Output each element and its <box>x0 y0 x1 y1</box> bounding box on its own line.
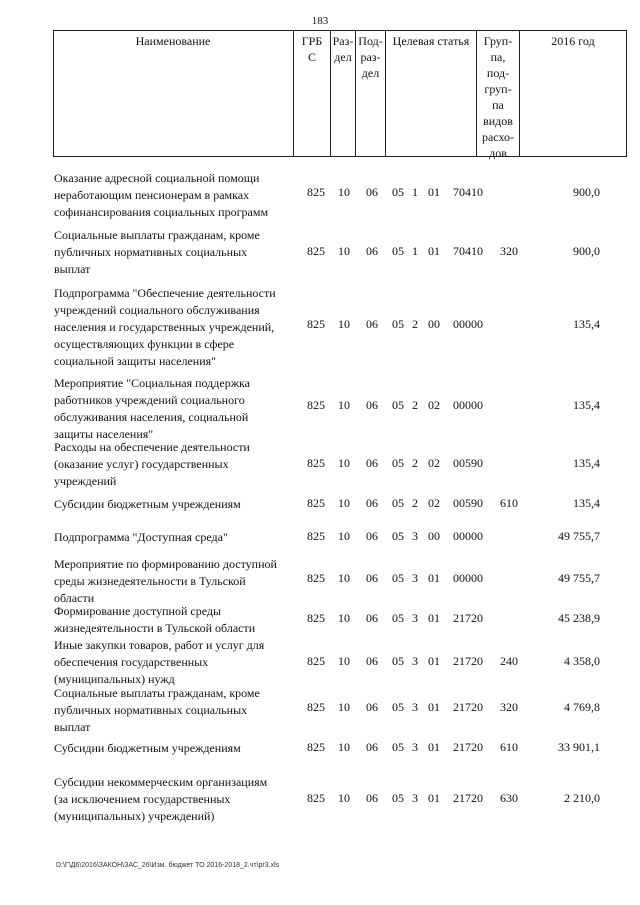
cell-cs-subprogram: 3 <box>412 654 418 668</box>
cell-cs-event: 01 <box>428 185 440 199</box>
row-name <box>54 637 302 688</box>
cell-grbs: 825 <box>307 791 325 805</box>
cell-amount: 135,4 <box>573 456 600 470</box>
cell-razdel: 10 <box>338 529 350 543</box>
cell-grbs: 825 <box>307 654 325 668</box>
row-name <box>54 603 302 637</box>
table-row <box>0 375 640 445</box>
row-name-line: (оказание услуг) государственных <box>54 457 229 471</box>
row-name <box>54 740 302 757</box>
header-bottom-line <box>53 156 627 157</box>
row-name-line: (за исключением государственных <box>54 792 231 806</box>
cell-grbs: 825 <box>307 317 325 331</box>
row-name-line: Социальные выплаты гражданам, кроме <box>54 686 260 700</box>
table-row <box>0 285 640 371</box>
cell-cs-program: 05 <box>392 654 404 668</box>
cell-amount: 33 901,1 <box>558 740 600 754</box>
cell-grbs: 825 <box>307 700 325 714</box>
cell-amount: 135,4 <box>573 398 600 412</box>
header-vid-line: Груп- <box>483 34 513 48</box>
row-name-line: Подпрограмма "Обеспечение деятельности <box>54 286 276 300</box>
cell-razdel: 10 <box>338 456 350 470</box>
cell-grbs: 825 <box>307 529 325 543</box>
table-row <box>0 685 640 737</box>
cell-cs-event: 01 <box>428 654 440 668</box>
cell-vid-rashodov: 630 <box>500 791 518 805</box>
row-name-line: социальной защиты населения" <box>54 354 217 368</box>
header-grbs <box>294 33 330 65</box>
cell-cs-subprogram: 1 <box>412 185 418 199</box>
cell-razdel: 10 <box>338 496 350 510</box>
cell-podrazdel: 06 <box>366 185 378 199</box>
cell-vid-rashodov: 240 <box>500 654 518 668</box>
cell-podrazdel: 06 <box>366 611 378 625</box>
row-name-line: осуществляющих функции в сфере <box>54 337 235 351</box>
row-name-line: обеспечения государственных <box>54 655 209 669</box>
header-podrazdel <box>356 33 385 81</box>
header-top-line <box>53 30 627 31</box>
cell-grbs: 825 <box>307 571 325 585</box>
cell-cs-direction: 21720 <box>453 611 483 625</box>
cell-razdel: 10 <box>338 317 350 331</box>
cell-cs-subprogram: 1 <box>412 244 418 258</box>
cell-razdel: 10 <box>338 185 350 199</box>
header-name: Наименование <box>135 34 211 48</box>
header-vid-line: па, <box>490 50 506 64</box>
row-name-line: Формирование доступной среды <box>54 604 222 618</box>
row-name-line: работников учреждений социального <box>54 393 245 407</box>
table-row <box>0 529 640 549</box>
row-name-line: Иные закупки товаров, работ и услуг для <box>54 638 265 652</box>
cell-cs-event: 00 <box>428 317 440 331</box>
row-name <box>54 685 302 736</box>
cell-podrazdel: 06 <box>366 791 378 805</box>
cell-grbs: 825 <box>307 740 325 754</box>
header-vid-line: расхо- <box>481 130 515 144</box>
table-header <box>53 30 627 160</box>
row-name-line: выплат <box>54 720 91 734</box>
cell-amount: 2 210,0 <box>564 791 600 805</box>
cell-vid-rashodov: 320 <box>500 244 518 258</box>
cell-amount: 4 769,8 <box>564 700 600 714</box>
cell-podrazdel: 06 <box>366 398 378 412</box>
cell-amount: 900,0 <box>573 185 600 199</box>
page-number: 183 <box>311 15 329 27</box>
header-vid-line: па <box>492 98 504 112</box>
cell-cs-event: 02 <box>428 456 440 470</box>
row-name <box>54 529 302 546</box>
cell-razdel: 10 <box>338 611 350 625</box>
header-podrazdel-line: дел <box>361 66 380 80</box>
cell-grbs: 825 <box>307 456 325 470</box>
cell-cs-direction: 21720 <box>453 740 483 754</box>
cell-grbs: 825 <box>307 185 325 199</box>
cell-grbs: 825 <box>307 496 325 510</box>
cell-amount: 900,0 <box>573 244 600 258</box>
cell-cs-direction: 00000 <box>453 529 483 543</box>
header-year: 2016 год <box>551 34 595 48</box>
cell-cs-event: 01 <box>428 740 440 754</box>
header-vid-line: под- <box>486 66 510 80</box>
row-name-line: защиты населения" <box>54 427 154 441</box>
row-name-line: (муниципальных) нужд <box>54 672 175 686</box>
table-row <box>0 496 640 516</box>
row-name-line: выплат <box>54 262 91 276</box>
cell-podrazdel: 06 <box>366 571 378 585</box>
cell-cs-program: 05 <box>392 700 404 714</box>
row-name-line: Субсидии некоммерческим организациям <box>54 775 268 789</box>
cell-cs-direction: 21720 <box>453 700 483 714</box>
cell-cs-event: 01 <box>428 244 440 258</box>
header-divider <box>626 30 627 157</box>
header-grbs-line: ГРБ <box>301 34 323 48</box>
cell-podrazdel: 06 <box>366 317 378 331</box>
row-name <box>54 285 302 370</box>
cell-vid-rashodov: 610 <box>500 496 518 510</box>
cell-podrazdel: 06 <box>366 496 378 510</box>
cell-cs-direction: 70410 <box>453 244 483 258</box>
row-name <box>54 439 302 490</box>
row-name-line: Расходы на обеспечение деятельности <box>54 440 250 454</box>
header-podrazdel-line: Под- <box>358 34 383 48</box>
header-vid-line: груп- <box>484 82 512 96</box>
cell-grbs: 825 <box>307 244 325 258</box>
cell-cs-program: 05 <box>392 244 404 258</box>
cell-podrazdel: 06 <box>366 700 378 714</box>
cell-cs-direction: 00590 <box>453 456 483 470</box>
table-row <box>0 227 640 279</box>
cell-cs-direction: 00590 <box>453 496 483 510</box>
cell-amount: 4 358,0 <box>564 654 600 668</box>
cell-razdel: 10 <box>338 700 350 714</box>
cell-podrazdel: 06 <box>366 654 378 668</box>
header-celevaya: Целевая статья <box>392 34 470 48</box>
cell-cs-direction: 00000 <box>453 398 483 412</box>
cell-cs-program: 05 <box>392 740 404 754</box>
header-vid-line: видов <box>483 114 513 128</box>
cell-podrazdel: 06 <box>366 244 378 258</box>
cell-cs-event: 01 <box>428 700 440 714</box>
cell-cs-direction: 70410 <box>453 185 483 199</box>
cell-cs-subprogram: 3 <box>412 791 418 805</box>
cell-cs-direction: 21720 <box>453 654 483 668</box>
cell-cs-event: 00 <box>428 529 440 543</box>
cell-cs-program: 05 <box>392 791 404 805</box>
row-name-line: среды жизнедеятельности в Тульской <box>54 574 246 588</box>
row-name <box>54 375 302 443</box>
cell-cs-program: 05 <box>392 185 404 199</box>
cell-cs-subprogram: 3 <box>412 611 418 625</box>
cell-razdel: 10 <box>338 244 350 258</box>
row-name-line: обслуживания населения, социальной <box>54 410 249 424</box>
cell-cs-program: 05 <box>392 571 404 585</box>
cell-cs-subprogram: 2 <box>412 398 418 412</box>
row-name <box>54 556 302 607</box>
row-name-line: учреждений <box>54 474 117 488</box>
header-razdel-line: дел <box>334 50 352 64</box>
cell-cs-subprogram: 3 <box>412 571 418 585</box>
cell-cs-event: 02 <box>428 398 440 412</box>
row-name-line: учреждений социального обслуживания <box>54 303 260 317</box>
header-razdel-line: Раз- <box>332 34 354 48</box>
cell-razdel: 10 <box>338 740 350 754</box>
cell-cs-event: 01 <box>428 791 440 805</box>
row-name-line: жизнедеятельности в Тульской области <box>54 621 256 635</box>
header-vid-line: дов <box>489 146 507 160</box>
table-row <box>0 556 640 608</box>
row-name-line: софинансирования социальных программ <box>54 205 269 219</box>
row-name <box>54 170 302 221</box>
row-name-line: публичных нормативных социальных <box>54 703 248 717</box>
cell-podrazdel: 06 <box>366 529 378 543</box>
cell-cs-program: 05 <box>392 496 404 510</box>
cell-cs-subprogram: 3 <box>412 740 418 754</box>
cell-cs-direction: 00000 <box>453 571 483 585</box>
row-name <box>54 774 302 825</box>
header-podrazdel-line: раз- <box>360 50 381 64</box>
header-grbs-line: С <box>307 50 316 64</box>
cell-razdel: 10 <box>338 398 350 412</box>
cell-cs-subprogram: 2 <box>412 317 418 331</box>
header-divider <box>53 30 54 157</box>
table-row <box>0 740 640 760</box>
cell-cs-direction: 00000 <box>453 317 483 331</box>
row-name-line: Мероприятие "Социальная поддержка <box>54 376 250 390</box>
cell-grbs: 825 <box>307 611 325 625</box>
header-divider <box>519 30 520 157</box>
cell-vid-rashodov: 320 <box>500 700 518 714</box>
cell-cs-program: 05 <box>392 529 404 543</box>
row-name-line: неработающим пенсионерам в рамках <box>54 188 250 202</box>
cell-razdel: 10 <box>338 571 350 585</box>
row-name-line: (муниципальных) учреждений) <box>54 809 215 823</box>
cell-cs-program: 05 <box>392 456 404 470</box>
header-razdel <box>331 33 355 65</box>
row-name <box>54 227 302 278</box>
cell-cs-subprogram: 2 <box>412 456 418 470</box>
table-row <box>0 170 640 222</box>
cell-cs-subprogram: 2 <box>412 496 418 510</box>
cell-cs-program: 05 <box>392 317 404 331</box>
row-name-line: публичных нормативных социальных <box>54 245 248 259</box>
cell-vid-rashodov: 610 <box>500 740 518 754</box>
cell-razdel: 10 <box>338 654 350 668</box>
table-row <box>0 603 640 639</box>
row-name-line: Социальные выплаты гражданам, кроме <box>54 228 260 242</box>
cell-podrazdel: 06 <box>366 456 378 470</box>
row-name-line: Мероприятие по формированию доступной <box>54 557 277 571</box>
cell-cs-event: 01 <box>428 611 440 625</box>
cell-razdel: 10 <box>338 791 350 805</box>
header-divider <box>385 30 386 157</box>
cell-cs-direction: 21720 <box>453 791 483 805</box>
cell-cs-event: 01 <box>428 571 440 585</box>
cell-podrazdel: 06 <box>366 740 378 754</box>
row-name-line: области <box>54 591 95 605</box>
cell-amount: 49 755,7 <box>558 529 600 543</box>
row-name-line: Субсидии бюджетным учреждениям <box>54 741 241 755</box>
table-row <box>0 774 640 826</box>
row-name-line: населения и государственных учреждений, <box>54 320 275 334</box>
file-path-footer: D:\Г\Д6\2016\ЗАКОН\ЗАС_26\Изм. бюджет ТО 2016-2018_2.чт\pr3.xls <box>56 862 280 869</box>
cell-cs-event: 02 <box>428 496 440 510</box>
cell-grbs: 825 <box>307 398 325 412</box>
row-name <box>54 496 302 513</box>
row-name-line: Субсидии бюджетным учреждениям <box>54 497 241 511</box>
cell-cs-program: 05 <box>392 398 404 412</box>
header-vid <box>477 33 519 161</box>
cell-cs-subprogram: 3 <box>412 700 418 714</box>
row-name-line: Подпрограмма "Доступная среда" <box>54 530 228 544</box>
table-row <box>0 439 640 491</box>
row-name-line: Оказание адресной социальной помощи <box>54 171 260 185</box>
cell-amount: 49 755,7 <box>558 571 600 585</box>
cell-amount: 135,4 <box>573 317 600 331</box>
cell-amount: 135,4 <box>573 496 600 510</box>
cell-cs-subprogram: 3 <box>412 529 418 543</box>
cell-amount: 45 238,9 <box>558 611 600 625</box>
table-row <box>0 637 640 689</box>
cell-cs-program: 05 <box>392 611 404 625</box>
